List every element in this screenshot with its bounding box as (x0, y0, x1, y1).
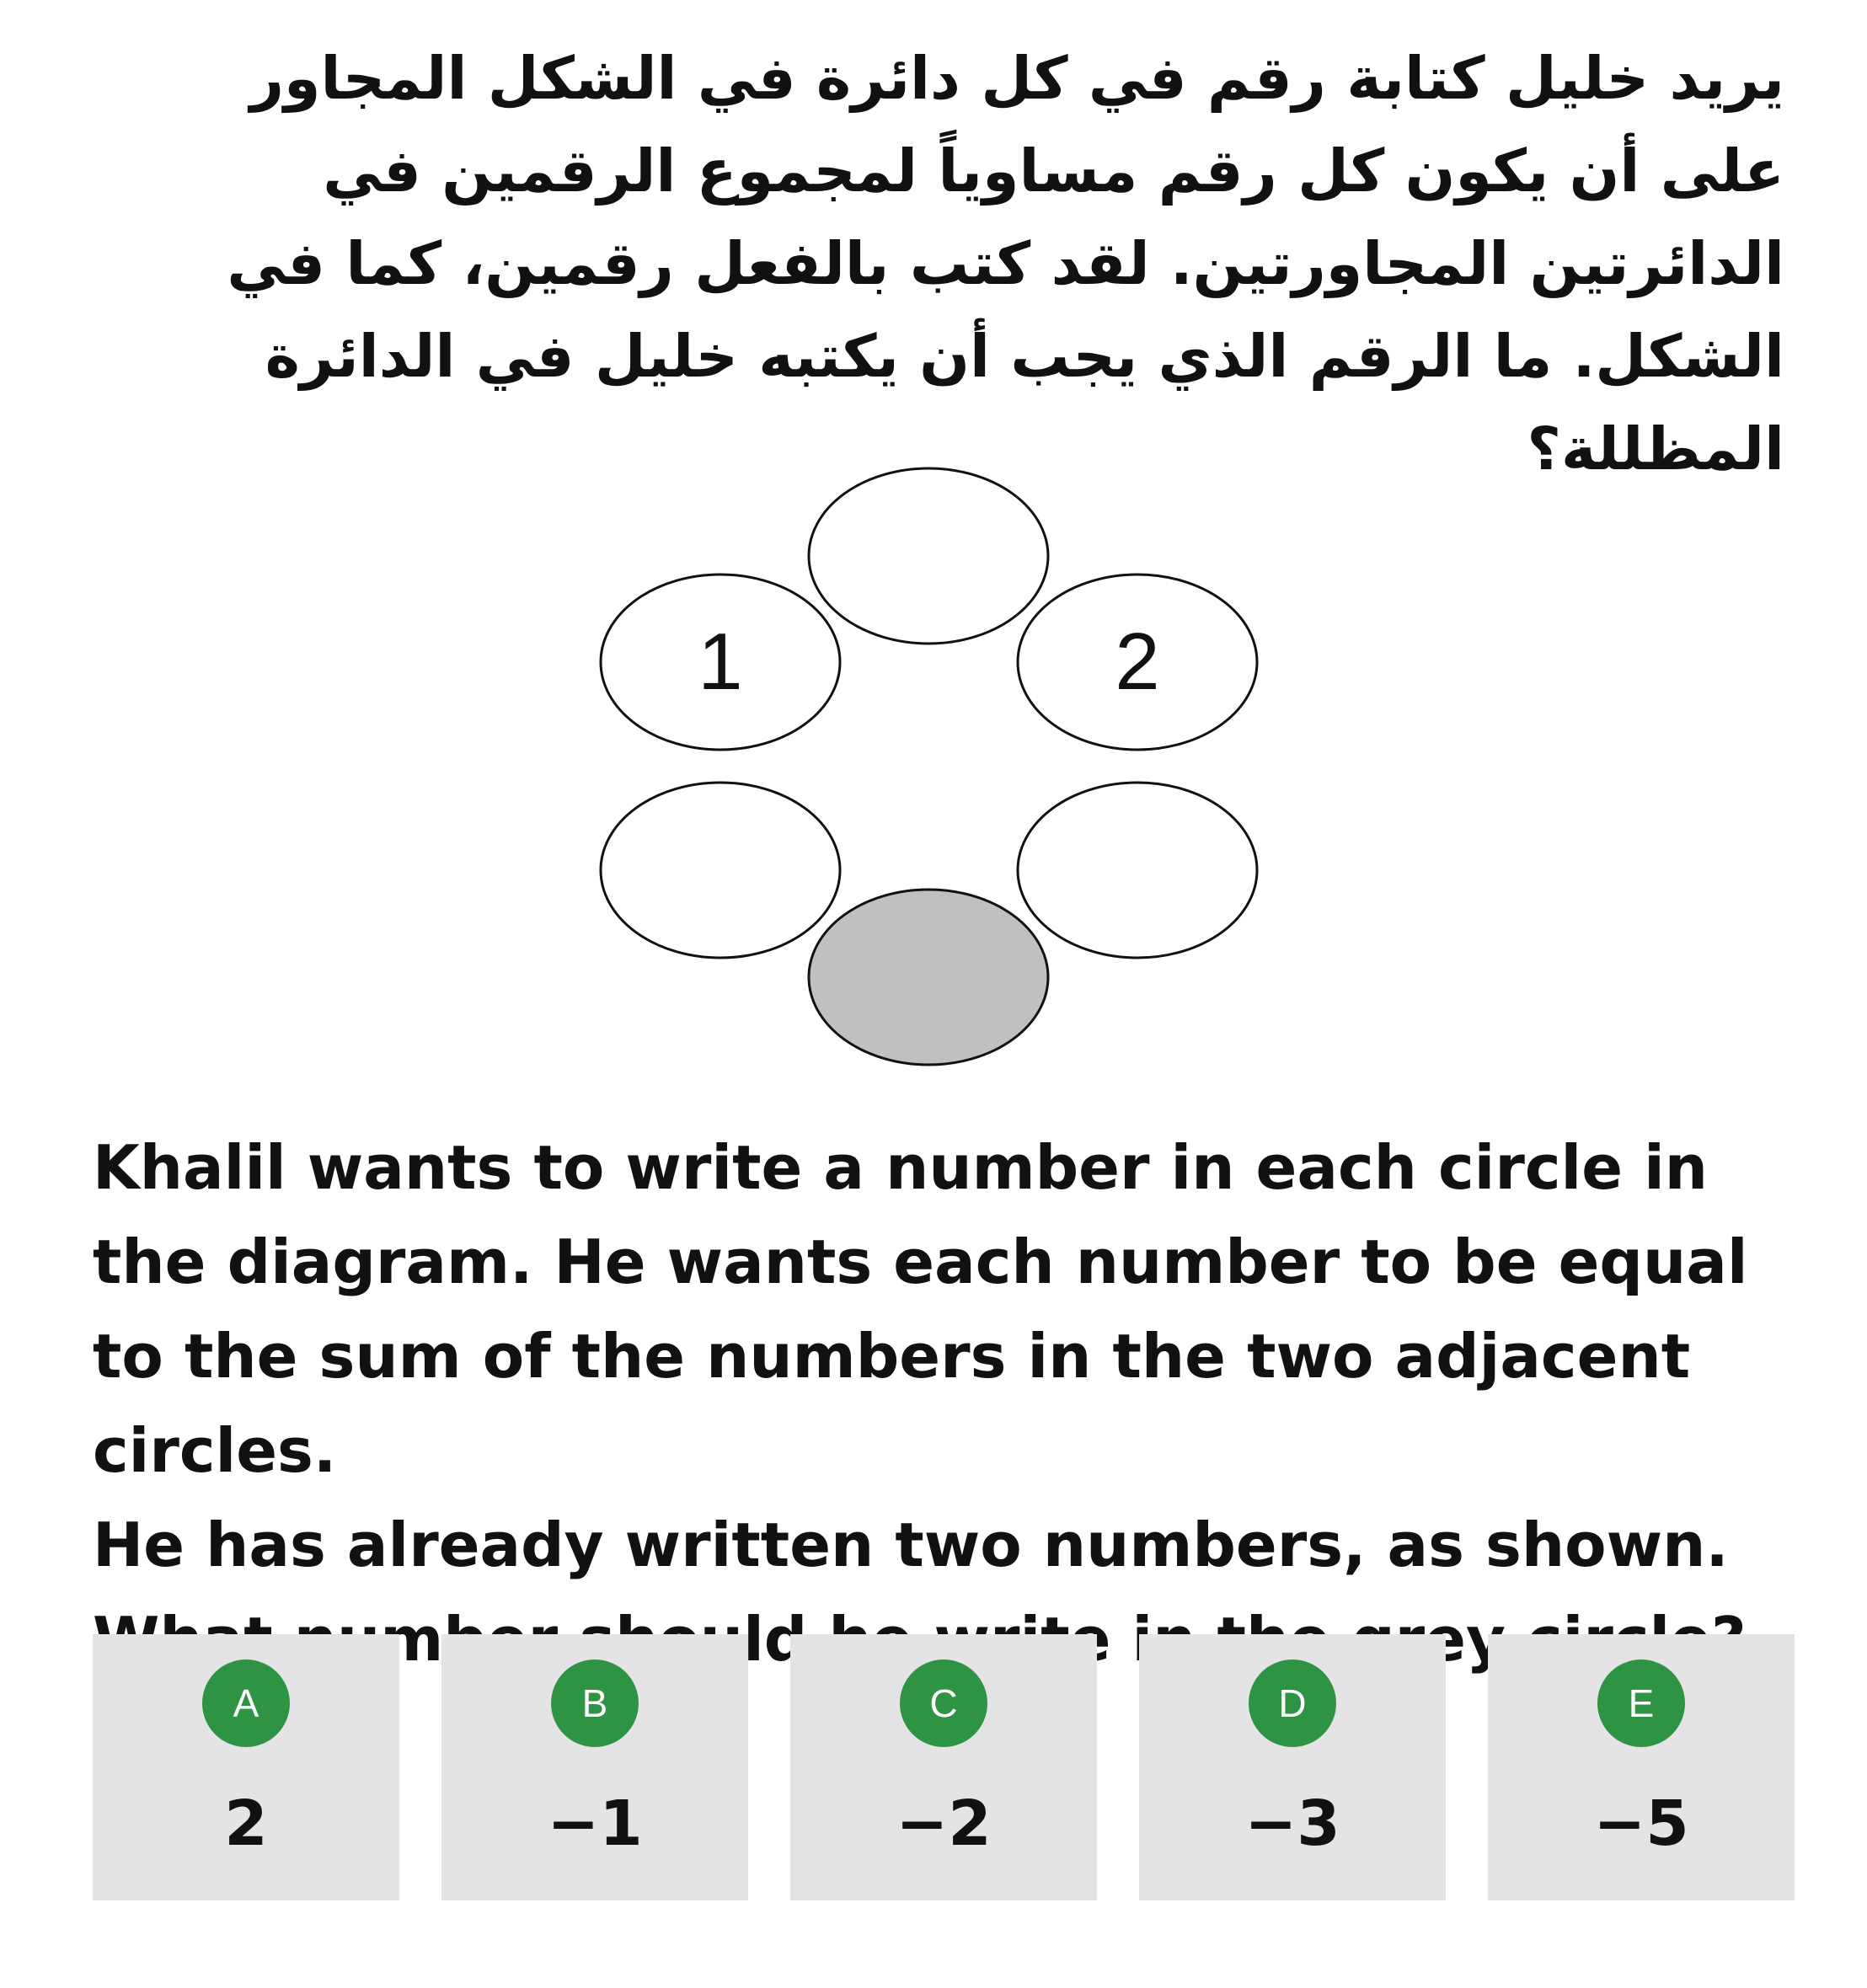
option-letter-badge: C (900, 1659, 987, 1747)
option-value: 2 (224, 1788, 268, 1860)
question-text-english: Khalil wants to write a number in each circle in the diagram. He wants each number to be equal to the sum of the numbers in the two adjacent circles. He has already written two numbers, as shown. number (93, 1132, 1748, 1675)
circle-top (809, 468, 1048, 644)
option-value: −1 (547, 1788, 643, 1860)
circle-lower-left (601, 783, 840, 958)
circle-number-1: 1 (698, 617, 743, 707)
option-letter-badge: D (1249, 1659, 1336, 1747)
option-d[interactable] (1139, 1634, 1446, 1900)
question-text-arabic: يريد خليل كتابة رقم في كل دائرة في الشكل المجاور على أن يكون كل رقم مساوياً لمجموع الرقمين في الدائرتين المجاورتين. لقد كتب بالفعل رقمين، كما في الشكل. ما الرقم الذي يجب أن يكتبه خليل في الدائرة المظللة؟ (227, 44, 1784, 484)
circle-lower-right (1018, 783, 1257, 958)
option-letter-badge: E (1597, 1659, 1685, 1747)
option-value: −3 (1244, 1788, 1340, 1860)
option-a[interactable] (93, 1634, 399, 1900)
option-value: −2 (896, 1788, 992, 1860)
option-letter-badge: B (551, 1659, 639, 1747)
circle-diagram (581, 455, 1297, 1104)
option-letter-badge: A (202, 1659, 290, 1747)
option-b[interactable] (441, 1634, 748, 1900)
circle-grey (809, 890, 1048, 1065)
circle-number-2: 2 (1115, 617, 1160, 707)
option-value: −5 (1593, 1788, 1689, 1860)
answer-options (93, 1634, 1795, 1900)
option-e[interactable] (1488, 1634, 1795, 1900)
option-c[interactable] (790, 1634, 1097, 1900)
